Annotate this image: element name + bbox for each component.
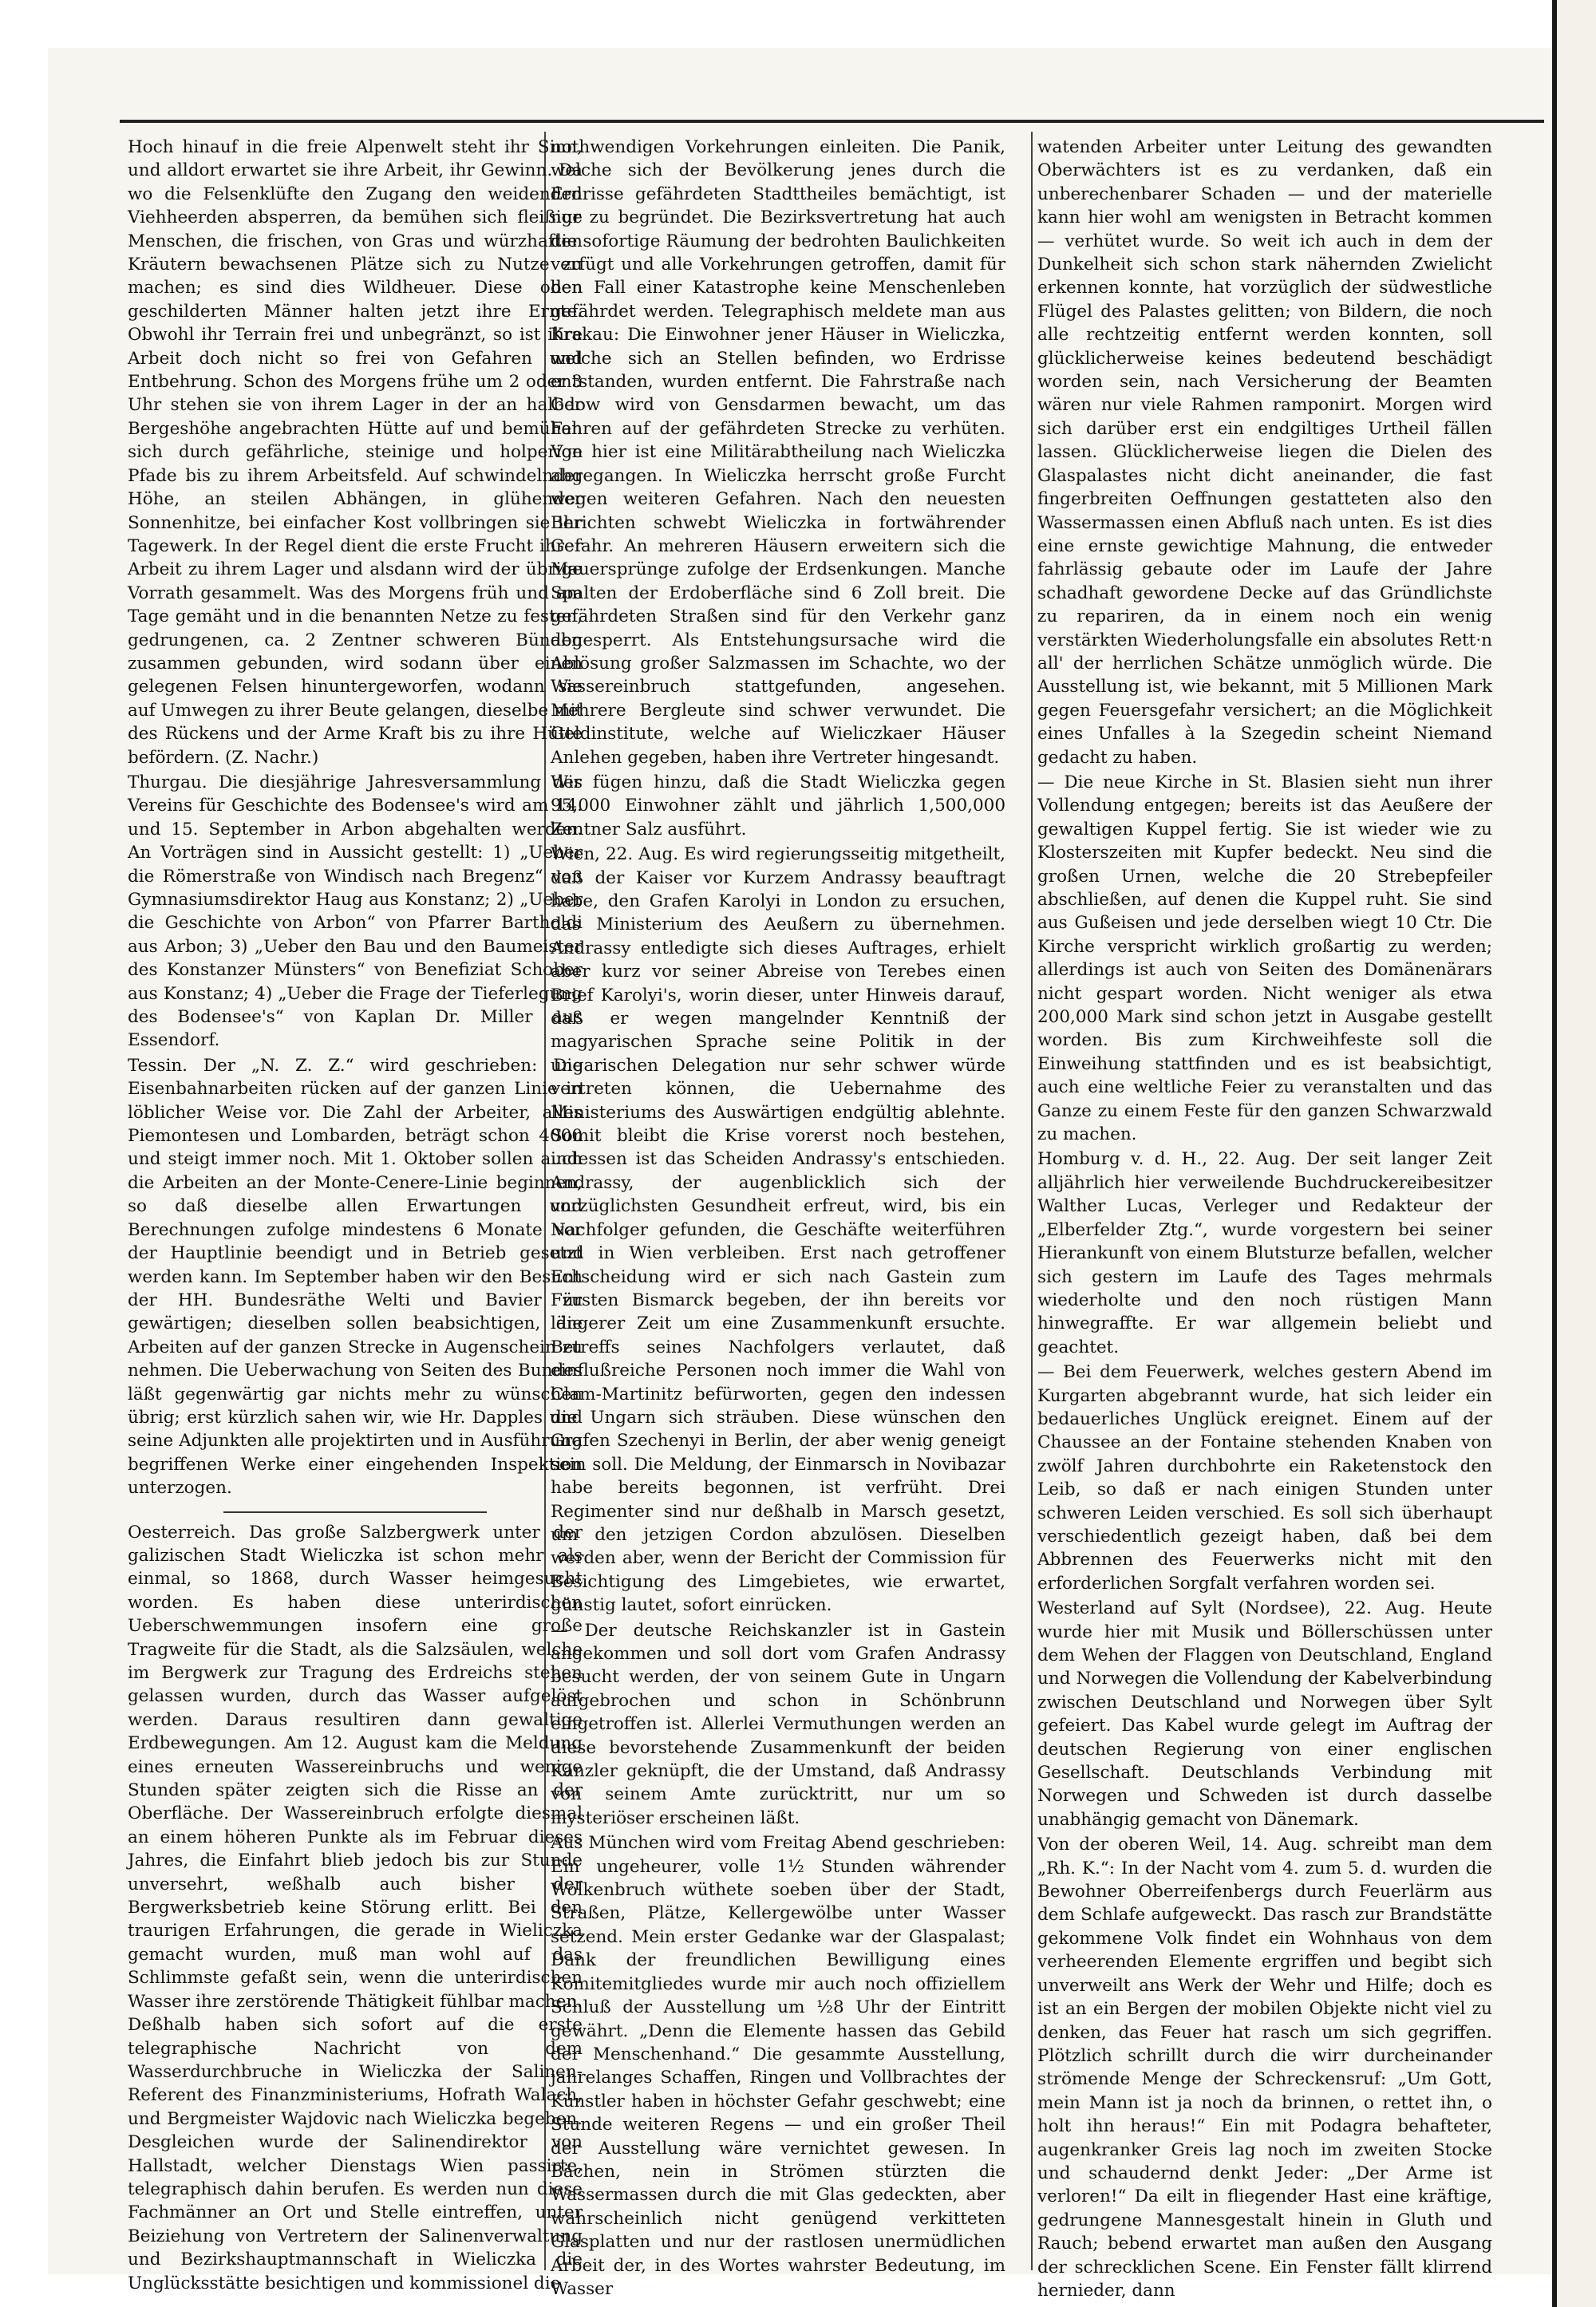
article-oesterreich: Oesterreich. Das große Salzbergwerk unter der galizischen Stadt Wieliczka ist schon mehr als einmal, so 1868, durch Wasser heimgesucht worden. Es haben diese unterirdischen Ueberschwemmungen insofern eine große Tragweite für die Stadt, als die Salzsäulen, welche im Bergwerk zur Tragung des Erdreichs stehen gelassen wurden, durch das Wasser aufgelöst werden. Daraus resultiren dann gewaltige Erdbewegungen. Am 12. August kam die Meldung eines erneuten Wassereinbruchs und wenige Stunden später zeigten sich die Risse an der Oberfläche. Der Wassereinbruch erfolgte diesmal an einem höheren Punkte als im Februar dieses Jahres, die Einfahrt blieb jedoch bis zur Stunde unversehrt, weßhalb auch bisher der Bergwerksbetrieb keine Störung erlitt. Bei den traurigen Erfahrungen, die gerade in Wieliczka gemacht wurden, muß man wohl auf das Schlimmste gefaßt sein, wenn die unterirdischen Wasser ihre zerstörende Thätigkeit fühlbar machen. Deßhalb haben sich sofort auf die erste telegraphische Nachricht von dem Wasserdurchbruche in Wieliczka der Salinen-Referent des Finanzministeriums, Hofrath Walach, und Bergmeister Wajdovic nach Wieliczka begeben. Desgleichen wurde der Salinendirektor von Hallstadt, welcher Dienstags Wien passirte, telegraphisch dahin berufen. Es werden nun diese Fachmänner an Ort und Stelle eintreffen, unter Beiziehung von Vertretern der Salinenverwaltung und Bezirkshauptmannschaft in Wieliczka die Unglücksstätte besichtigen und kommissionel die: [128, 1522, 583, 2293]
column-1: [128, 136, 583, 2293]
article-wildheuer: Hoch hinauf in die freie Alpenwelt steht ihr Sinn, und alldort erwartet sie ihre Arbeit, ihr Gewinn. Da wo die Felsenklüfte den Zugang den weidenden Viehheerden absperren, da bemühen sich fleißige Menschen, die frischen, von Gras und würzhaften Kräutern bewachsenen Plätze sich zu Nutze zu machen; es sind dies Wildheuer. Diese oben geschilderten Männer halten jetzt ihre Ernte. Obwohl ihr Terrain frei und unbegränzt, so ist ihre Arbeit doch nicht so frei von Gefahren und Entbehrung. Schon des Morgens frühe um 2 oder 3 Uhr stehen sie von ihrem Lager in der an halber Bergeshöhe angebrachten Hütte auf und bemühen sich durch gefährliche, steinige und holperige Pfade bis zu ihrem Arbeitsfeld. Auf schwindelnder Höhe, an steilen Abhängen, in glühender Sonnenhitze, bei einfacher Kost vollbringen sie ihr Tagewerk. In der Regel dient die erste Frucht ihrer Arbeit zu ihrem Lager und alsdann wird der übrige Vorrath gesammelt. Was des Morgens früh und am Tage gemäht und in die benannten Netze zu festen, gedrungenen, ca. 2 Zentner schweren Bünden zusammen gebunden, wird sodann über einen gelegenen Felsen hinuntergeworfen, wodann sie auf Umwegen zu ihrer Beute gelangen, dieselbe mit des Rückens und der Arme Kraft bis zu ihre Hütte befördern. (Z. Nachr.): [128, 137, 583, 768]
column-3: [1037, 136, 1492, 2301]
article-wieliczka-continued: nothwendigen Vorkehrungen einleiten. Die Panik, welche sich der Bevölkerung jenes durch die Erdrisse gefährdeten Stadttheiles bemächtigt, ist nur zu begründet. Die Bezirksvertretung hat auch die sofortige Räumung der bedrohten Baulichkeiten verfügt und alle Vorkehrungen getroffen, damit für den Fall einer Katastrophe keine Menschenleben gefährdet werden. Telegraphisch meldete man aus Krakau: Die Einwohner jener Häuser in Wieliczka, welche sich an Stellen befinden, wo Erdrisse entstanden, wurden entfernt. Die Fahrstraße nach Gdow wird von Gensdarmen bewacht, um das Fahren auf der gefährdeten Strecke zu verhüten. Von hier ist eine Militärabtheilung nach Wieliczka abgegangen. In Wieliczka herrscht große Furcht wegen weiteren Gefahren. Nach den neuesten Berichten schwebt Wieliczka in fortwährender Gefahr. An mehreren Häusern erweitern sich die Mauersprünge zufolge der Erdsenkungen. Manche Spalten der Erdoberfläche sind 6 Zoll breit. Die gefährdeten Straßen sind für den Verkehr ganz abgesperrt. Als Entstehungsursache wird die Ablösung großer Salzmassen im Schachte, wo der Wassereinbruch stattgefunden, angesehen. Mehrere Bergleute sind schwer verwundet. Die Geldinstitute, welche auf Wieliczkaer Häuser Anlehen gegeben, haben ihre Vertreter hingesandt.: [551, 137, 1005, 768]
header-rule: [120, 120, 1544, 123]
article-wien: Wien, 22. Aug. Es wird regierungsseitig mitgetheilt, daß der Kaiser vor Kurzem Andrassy beauftragt habe, den Grafen Karolyi in London zu ersuchen, das Ministerium des Aeußern zu übernehmen. Andrassy entledigte sich dieses Auftrages, erhielt aber kurz vor seiner Abreise von Terebes einen Brief Karolyi's, worin dieser, unter Hinweis darauf, daß er wegen mangelnder Kenntniß der magyarischen Sprache seine Politik in der ungarischen Delegation nur sehr schwer würde vertreten können, die Uebernahme des Ministeriums des Auswärtigen endgültig ablehnte. Somit bleibt die Krise vorerst noch bestehen, indessen ist das Scheiden Andrassy's entschieden. Andrassy, der augenblicklich sich der vorzüglichsten Gesundheit erfreut, wird, bis ein Nachfolger gefunden, die Geschäfte weiterführen und in Wien verbleiben. Erst nach getroffener Entscheidung wird er sich nach Gastein zum Fürsten Bismarck begeben, der ihn bereits vor längerer Zeit um eine Zusammenkunft ersuchte. Betreffs seines Nachfolgers verlautet, daß einflußreiche Personen noch immer die Wahl von Clam-Martinitz befürworten, gegen den indessen die Ungarn sich sträuben. Diese wünschen den Grafen Szechenyi in Berlin, der aber wenig geneigt sein soll. Die Meldung, der Einmarsch in Novibazar habe bereits begonnen, ist verfrüht. Drei Regimenter sind nur deßhalb in Marsch gesetzt, um den jetzigen Cordon abzulösen. Dieselben werden aber, wenn der Bericht der Commission für Besichtigung des Limgebietes, wie erwartet, günstig lautet, sofort einrücken.: [551, 844, 1005, 1616]
article-obere-weil: Von der oberen Weil, 14. Aug. schreibt man dem „Rh. K.“: In der Nacht vom 4. zum 5. d. wurden die Bewohner Oberreifenbergs durch Feuerlärm aus dem Schlafe aufgeweckt. Das rasch zur Brandstätte gekommene Volk findet ein Wohnhaus von dem verheerenden Elemente ergriffen und begibt sich unverweilt ans Werk der Wehr und Hilfe; doch es ist an ein Bergen der mobilen Objekte nicht viel zu denken, das Feuer hat rasch um sich gegriffen. Plötzlich schrillt durch die wirr durcheinander strömende Menge der Schreckensruf: „Um Gott, mein Mann ist ja noch da brinnen, o rettet ihn, o holt ihn heraus!“ Ein mit Podagra behafteter, augenkranker Greis lag noch im zweiten Stocke und schaudernd denkt Jeder: „Der Arme ist verloren!“ Da eilt in fliegender Hast eine kräftige, gedrungene Mannesgestalt hinein in Gluth und Rauch; bebend erwartet man außen den Ausgang der schrecklichen Scene. Ein Fenster fällt klirrend hernieder, dann: [1037, 1835, 1492, 2301]
article-reichskanzler: — Der deutsche Reichskanzler ist in Gastein angekommen und soll dort vom Grafen Andrassy besucht werden, der von seinem Gute in Ungarn aufgebrochen und schon in Schönbrunn eingetroffen ist. Allerlei Vermuthungen werden an diese bevorstehende Zusammenkunft der beiden Kanzler geknüpft, die der Umstand, daß Andrassy von seinem Amte zurücktritt, nur um so mysteriöser erscheinen läßt.: [551, 1620, 1005, 1828]
article-feuerwerk: — Bei dem Feuerwerk, welches gestern Abend im Kurgarten abgebrannt wurde, hat sich leider ein bedauerliches Unglück ereignet. Einem auf der Chaussee an der Fontaine stehenden Knaben von zwölf Jahren durchbohrte ein Raketenstock den Leib, so daß er nach einigen Stunden unter schweren Leiden verschied. Es soll sich überhaupt verschiedentlich gezeigt haben, daß bei dem Abbrennen des Feuerwerks nicht mit den erforderlichen Sorgfalt verfahren worden sei.: [1037, 1362, 1492, 1594]
column-2: [551, 136, 1005, 2299]
article-westerland: Westerland auf Sylt (Nordsee), 22. Aug. Heute wurde hier mit Musik und Böllerschüssen unter dem Wehen der Flaggen von Deutschland, England und Norwegen die Vollendung der Kabelverbindung zwischen Deutschland und Norwegen über Sylt gefeiert. Das Kabel wurde gelegt im Auftrag der deutschen Regierung von einer englischen Gesellschaft. Deutschlands Verbindung mit Norwegen und Schweden ist durch dasselbe unabhängig gemacht von Dänemark.: [1037, 1598, 1492, 1830]
article-tessin: Tessin. Der „N. Z. Z.“ wird geschrieben: Die Eisenbahnarbeiten rücken auf der ganzen Linie in löblicher Weise vor. Die Zahl der Arbeiter, alles Piemontesen und Lombarden, beträgt schon 4000 und steigt immer noch. Mit 1. Oktober sollen auch die Arbeiten an der Monte-Cenere-Linie beginnen, so daß dieselbe allen Erwartungen und Berechnungen zufolge mindestens 6 Monate vor der Hauptlinie beendigt und in Betrieb gesetzt werden kann. Im September haben wir den Besuch der HH. Bundesräthe Welti und Bavier zu gewärtigen; dieselben sollen beabsichtigen, die Arbeiten auf der ganzen Strecke in Augenschein zu nehmen. Die Ueberwachung von Seiten des Bundes läßt gegenwärtig gar nichts mehr zu wünschen übrig; erst kürzlich sahen wir, wie Hr. Dapples und seine Adjunkten alle projektirten und in Ausführung begriffenen Werke einer eingehenden Inspektion unterzogen.: [128, 1055, 583, 1499]
column-divider: [1031, 132, 1033, 2270]
article-wieliczka-note: Wir fügen hinzu, daß die Stadt Wieliczka gegen 95,000 Einwohner zählt und jährlich 1,500,000 Zentner Salz ausführt.: [551, 772, 1005, 839]
article-muenchen: Aus München wird vom Freitag Abend geschrieben: Ein ungeheurer, volle 1½ Stunden währender Wolkenbruch wüthete soeben über der Stadt, Straßen, Plätze, Kellergewölbe unter Wasser setzend. Mein erster Gedanke war der Glaspalast; Dank der freundlichen Bewilligung eines Komitemitgliedes wurde mir auch noch offiziellem Schluß der Ausstellung um ½8 Uhr der Eintritt gewährt. „Denn die Elemente hassen das Gebild der Menschenhand.“ Die gesammte Ausstellung, jahrelanges Schaffen, Ringen und Vollbrachtes der Künstler haben in höchster Gefahr geschwebt; eine Stunde weiteren Regens — und ein großer Theil der Ausstellung wäre vernichtet gewesen. In Bächen, nein in Strömen stürzten die Wassermassen durch die mit Glas gedeckten, aber wahrscheinlich nicht genügend verkitteten Glasplatten und nur der rastlosen unermüdlichen Arbeit der, in des Wortes wahrster Bedeutung, im Wasser: [551, 1833, 1005, 2299]
article-homburg: Homburg v. d. H., 22. Aug. Der seit langer Zeit alljährlich hier verweilende Buchdruckereibesitzer Walther Lucas, Verleger und Redakteur der „Elberfelder Ztg.“, wurde vorgestern bei seiner Hierankunft von einem Blutsturze befallen, welcher sich gestern im Laufe des Tages mehrmals wiederholte und den noch rüstigen Mann hinwegraffte. Er war allgemein beliebt und geachtet.: [1037, 1149, 1492, 1357]
article-muenchen-continued: watenden Arbeiter unter Leitung des gewandten Oberwächters ist es zu verdanken, daß ein unberechenbarer Schaden — und der materielle kann hier wohl am wenigsten in Betracht kommen — verhütet wurde. So weit ich auch in dem der Dunkelheit sich schon stark nähernden Zwielicht erkennen konnte, hat vorzüglich der südwestliche Flügel des Palastes gelitten; von Bildern, die noch alle rechtzeitig entfernt werden konnten, soll glücklicherweise keines bedeutend beschädigt worden sein, nach Versicherung der Beamten wären nur viele Rahmen ramponirt. Morgen wird sich darüber erst ein endgiltiges Urtheil fällen lassen. Glücklicherweise liegen die Dielen des Glaspalastes nicht dicht aneinander, die fast fingerbreiten Oeffnungen gestatteten also den Wassermassen einen Abfluß nach unten. Es ist dies eine ernste gewichtige Mahnung, die entweder fahrlässig gebaute oder im Laufe der Jahre schadhaft gewordene Decke auf das Gründlichste zu repariren, da in einem noch ein wenig verstärkten Wiederholungsfalle ein absolutes Rett·n all' der herrlichen Schätze unmöglich würde. Die Ausstellung ist, wie bekannt, mit 5 Millionen Mark gegen Feuersgefahr versichert; an die Möglichkeit eines Unfalles à la Szegedin scheint Niemand gedacht zu haben.: [1037, 137, 1492, 768]
article-thurgau: Thurgau. Die diesjährige Jahresversammlung des Vereins für Geschichte des Bodensee's wird am 14. und 15. September in Arbon abgehalten werden. An Vorträgen sind in Aussicht gestellt: 1) „Ueber die Römerstraße von Windisch nach Bregenz“ von Gymnasiumsdirektor Haug aus Konstanz; 2) „Ueber die Geschichte von Arbon“ von Pfarrer Bartholdi aus Arbon; 3) „Ueber den Bau und den Baumeister des Konstanzer Münsters“ von Benefiziat Schober aus Konstanz; 4) „Ueber die Frage der Tieferlegung des Bodensee's“ von Kaplan Dr. Miller aus Essendorf.: [128, 772, 583, 1051]
section-divider: [223, 1511, 487, 1513]
adjacent-page-edge: [1552, 0, 1596, 2307]
article-st-blasien: — Die neue Kirche in St. Blasien sieht nun ihrer Vollendung entgegen; bereits ist das Aeußere der gewaltigen Kuppel fertig. Sie ist wieder wie zu Klosterszeiten mit Kupfer bedeckt. Neu sind die großen Urnen, welche die 20 Strebepfeiler abschließen, auf denen die Kuppel ruht. Sie sind aus Gußeisen und jede derselben wiegt 10 Ctr. Die Kirche verspricht wirklich großartig zu werden; allerdings ist auch von Seiten des Domänenärars nicht gespart worden. Nicht weniger als etwa 200,000 Mark sind schon jetzt in Ausgabe gestellt worden. Bis zum Kirchweihfeste soll die Einweihung stattfinden und es ist beabsichtigt, auch eine weltliche Feier zu veranstalten und das Ganze zu einem Feste für den ganzen Schwarzwald zu machen.: [1037, 772, 1492, 1145]
